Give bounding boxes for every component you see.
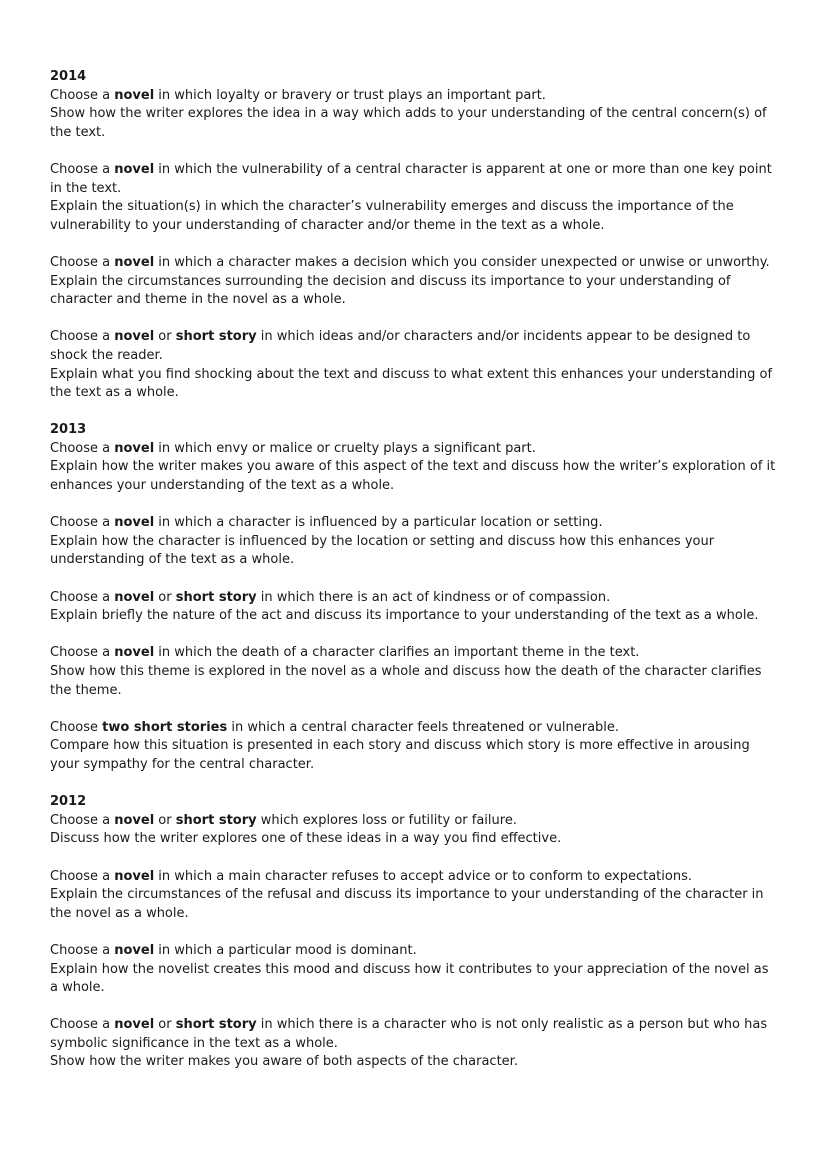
question [50,1016,780,1072]
text-type: short story [175,1017,257,1033]
question-task: Explain what you find shocking about the text and discuss to what extent this enhances your understanding of the text as a whole. [50,366,773,401]
text-type: novel [114,440,155,456]
question-task: Show how the writer explores the idea in a way which adds to your understanding of the central concern(s) of the text. [50,106,767,140]
text-type: novel [114,161,155,177]
question-prompt: Choose a novel in which envy or malice or cruelty plays a significant part. [50,440,536,456]
question-task: Explain how the character is influenced by the location or setting and discuss how this enhances your understanding of the text as a whole. [50,533,715,568]
text-type: novel [114,812,155,828]
text-type: novel [114,329,155,345]
text-type: novel [114,515,155,531]
question-task: Explain briefly the nature of the act and discuss its importance to your understanding of the text as a whole. [50,608,759,624]
question-task: Explain the circumstances surrounding the decision and discuss its importance to your understanding of character and theme in the novel as a whole. [50,273,731,308]
year-heading: 2014 [50,69,87,84]
year-section-2012 [50,793,780,1072]
question-prompt: Choose a novel in which the vulnerability of a central character is apparent at one or more than one key point in the text. [50,161,772,196]
question [50,254,780,310]
question [50,514,780,570]
question-prompt: Choose a novel or short story in which ideas and/or characters and/or incidents appear to be designed to shock the reader. [50,329,751,363]
question [50,868,780,924]
question-prompt: Choose a novel in which loyalty or bravery or trust plays an important part. [50,87,546,103]
text-type: novel [114,868,155,884]
question-task: Show how this theme is explored in the novel as a whole and discuss how the death of the character clarifies the theme. [50,664,762,698]
text-type: novel [114,589,155,605]
text-type: two short stories [102,719,228,735]
question-task: Show how the writer makes you aware of both aspects of the character. [50,1054,518,1070]
question-task: Explain the situation(s) in which the character’s vulnerability emerges and discuss the importance of the vulnerability to your understanding of character and/or theme in the text as a whole. [50,199,734,233]
question [50,87,780,143]
text-type: short story [175,589,257,605]
question [50,644,780,700]
question-task: Compare how this situation is presented in each story and discuss which story is more effective in arousing your sympathy for the central character. [50,738,750,772]
question-prompt: Choose two short stories in which a central character feels threatened or vulnerable. [50,719,620,735]
question [50,440,780,496]
question-task: Explain how the novelist creates this mood and discuss how it contributes to your appreciation of the novel as a whole. [50,961,769,996]
document-page [50,68,780,1091]
year-heading: 2013 [50,422,87,438]
question-prompt: Choose a novel in which a character is influenced by a particular location or setting. [50,515,603,531]
text-type: novel [114,87,155,103]
question-task: Explain how the writer makes you aware of this aspect of the text and discuss how the writer’s exploration of it enhances your understanding of the text as a whole. [50,459,776,494]
text-type: novel [114,254,155,270]
text-type: novel [114,645,155,661]
question-prompt: Choose a novel in which a main character refuses to accept advice or to conform to expectations. [50,868,692,884]
text-type: short story [175,329,257,345]
question [50,812,780,849]
question-prompt: Choose a novel or short story in which there is a character who is not only realistic as a person but who has symbolic significance in the text as a whole. [50,1017,768,1051]
year-section-2013 [50,421,780,774]
year-section-2014 [50,68,780,403]
question-prompt: Choose a novel or short story in which there is an act of kindness or of compassion. [50,589,611,605]
question-prompt: Choose a novel or short story which explores loss or futility or failure. [50,812,517,828]
text-type: novel [114,942,155,958]
year-heading: 2012 [50,794,87,810]
question [50,328,780,402]
text-type: short story [175,812,257,828]
question-task: Explain the circumstances of the refusal and discuss its importance to your understanding of the character in the novel as a whole. [50,887,764,921]
question [50,942,780,998]
question [50,589,780,626]
question [50,719,780,775]
question-prompt: Choose a novel in which a particular mood is dominant. [50,942,417,958]
question-prompt: Choose a novel in which the death of a character clarifies an important theme in the text. [50,645,640,661]
question [50,161,780,235]
question-task: Discuss how the writer explores one of these ideas in a way you find effective. [50,831,562,847]
question-prompt: Choose a novel in which a character makes a decision which you consider unexpected or unwise or unworthy. [50,254,770,270]
text-type: novel [114,1017,155,1033]
